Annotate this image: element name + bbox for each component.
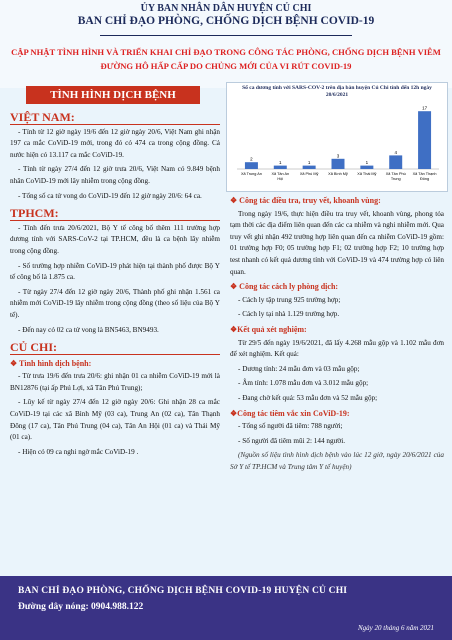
left-column (10, 106, 220, 461)
bar (303, 166, 316, 169)
hcm-para-1: - Tính đến trưa 20/6/2021, Bộ Y tế công bố thêm 111 trường hợp dương tính với SARS-CoV-2 tại TP.HCM, đều là ca bệnh lây nhiễm trong cộng đồng. (10, 223, 220, 255)
hcm-title: TPHCM: (10, 208, 220, 221)
source-note: (Nguồn số liệu tình hình dịch bệnh vào lúc 12 giờ, ngày 20/6/2021 của Sở Y tế TP.HCM và Trung tâm Y tế huyện) (230, 451, 444, 471)
hotline: Đường dây nóng: 0904.988.122 (18, 602, 144, 612)
bar-value-label: 3 (336, 153, 340, 159)
cc-para-1: - Từ trưa 19/6 đến trưa 20/6: ghi nhận 01 ca nhiễm CoViD-19 mới là BN12876 (tại ấp Phú Lợi, xã Tân Phú Trung); (10, 372, 220, 392)
test-para: Từ 29/5 đến ngày 19/6/2021, đã lấy 4.268 mẫu gộp và 1.102 mẫu đơn để xét nghiệm. Kết quả: (230, 338, 444, 359)
cc-para-2: - Lũy kế từ ngày 27/4 đến 12 giờ ngày 20/6: Ghi nhận 28 ca mắc CoViD-19 tại các xã Bình Mỹ (03 ca), Trung An (02 ca), Tân Thạnh Đông (17 ca), Tân Phú Trung (04 ca), Tân An Hội (01 ca) và Thái Mỹ (01 ca). (10, 398, 220, 442)
vaccine-total: - Tổng số người đã tiêm: 788 người; (238, 422, 343, 431)
test-heading: ❖Kết quả xét nghiệm: (230, 324, 307, 334)
bar-value-label: 1 (307, 160, 311, 166)
category-label: Hội (277, 177, 284, 181)
bar-value-label: 1 (365, 160, 369, 166)
headline: CẬP NHẬT TÌNH HÌNH VÀ TRIỂN KHAI CHỈ ĐẠO TRONG CÔNG TÁC PHÒNG, CHỐNG DỊCH BỆNH VIÊM ĐƯỜNG HÔ HẤP CẤP DO CHỦNG MỚI CỦA VI RÚT COVID-19 (11, 47, 441, 71)
chart-svg (227, 97, 445, 189)
cuchi-subtitle: ❖ Tình hình dịch bệnh: (10, 358, 92, 368)
test-negative: - Âm tính: 1.078 mẫu đơn và 3.012 mẫu gộp; (238, 379, 369, 388)
hcm-para-2: - Số trường hợp nhiễm CoViD-19 phát hiện tại thành phố được Bộ Y tế công bố là 1.875 ca. (10, 261, 220, 282)
footer-date: Ngày 20 tháng 6 năm 2021 (357, 624, 434, 632)
header-divider (100, 35, 352, 36)
cuchi-title: CỦ CHI: (10, 342, 220, 355)
agency-name: ỦY BAN NHÂN DÂN HUYỆN CỦ CHI (140, 3, 312, 14)
footer-org: BAN CHỈ ĐẠO PHÒNG, CHỐNG DỊCH BỆNH COVID-19 HUYỆN CỦ CHI (18, 586, 348, 596)
category-label: Trung (390, 177, 401, 181)
bar (418, 111, 431, 169)
bar (389, 155, 402, 169)
vaccine-dose2: - Số người đã tiêm mũi 2: 144 người. (238, 436, 346, 445)
section-banner: TÌNH HÌNH DỊCH BỆNH (26, 86, 200, 104)
hcm-para-4: - Đến nay có 02 ca tử vong là BN5463, BN9493. (18, 325, 159, 334)
category-label: Xã Trung An (240, 172, 262, 176)
trace-heading: ❖ Công tác điều tra, truy vết, khoanh vùng: (230, 196, 381, 205)
category-label: Xã Tân Thạnh (412, 172, 437, 176)
trace-para: Trong ngày 19/6, thực hiện điều tra truy vết, khoanh vùng, phong tỏa tạm thời các địa điểm liên quan đến các ca nhiễm và nghi nhiễm mới. Qua truy vết ghi nhận 492 trường hợp liên quan đến ca nhiễm CoViD-19 gồm: 01 trường hợp F0; 05 trường hợp F1; 02 trường hợp F2; 10 trường hợp test nhanh có kết quả dương tính với CoViD-19 và 474 trường hợp có liên quan. (230, 209, 444, 276)
category-label: Xã Tân An (271, 172, 290, 176)
right-column (230, 192, 444, 476)
test-positive: - Dương tính: 24 mẫu đơn và 03 mẫu gộp; (238, 364, 360, 373)
quarantine-heading: ❖ Công tác cách ly phòng dịch: (230, 282, 339, 292)
category-label: Xã Tân Phú (385, 172, 406, 176)
chart-title: Số ca dương tính với SARS-COV-2 trên địa bàn huyện Củ Chi tính đến 12h ngày 20/6/2021 (242, 85, 432, 98)
bar (332, 159, 345, 169)
test-pending: - Đang chờ kết quả: 53 mẫu đơn và 52 mẫu gộp; (238, 393, 378, 402)
cases-chart (226, 82, 448, 192)
footer (0, 576, 452, 640)
category-label: Đông (420, 177, 430, 181)
quarantine-central: - Cách ly tập trung 925 trường hợp; (238, 295, 341, 304)
committee-name: BAN CHỈ ĐẠO PHÒNG, CHỐNG DỊCH BỆNH COVID-19 (77, 15, 375, 27)
bar-value-label: 2 (250, 156, 253, 162)
bar-value-label: 4 (394, 149, 397, 155)
vietnam-title: VIỆT NAM: (10, 112, 220, 125)
vn-para-1: - Tính từ 12 giờ ngày 19/6 đến 12 giờ ngày 20/6, Việt Nam ghi nhận 197 ca mắc CoViD-19 mới, trong đó có 474 ca trong cộng đồng. Cả nước hiện có 13.117 ca mắc CoViD-19. (10, 127, 220, 159)
category-label: Xã Phú Mỹ (299, 172, 319, 176)
header (0, 0, 452, 88)
vn-para-2: - Tính từ ngày 27/4 đến 12 giờ trưa 20/6, Việt Nam có 9.849 bệnh nhân CoViD-19 mới lây nhiễm trong cộng đồng. (10, 165, 220, 185)
quarantine-home: - Cách ly tại nhà 1.129 trường hợp. (238, 310, 340, 319)
vaccine-heading: ❖Công tác tiêm vắc xin CoViD-19: (230, 408, 350, 418)
bar (360, 166, 373, 169)
bar-value-label: 17 (422, 105, 428, 111)
cc-para-3: - Hiện có 09 ca nghi ngờ mắc CoViD-19 . (18, 447, 139, 456)
bar-value-label: 1 (279, 160, 282, 166)
bar (245, 162, 258, 169)
category-label: Xã Thái Mỹ (357, 172, 377, 176)
bar (274, 166, 287, 169)
hcm-para-3: - Từ ngày 27/4 đến 12 giờ ngày 20/6, Thành phố ghi nhận 1.561 ca nhiễm mới CoViD-19 lây nhiễm trong cộng đồng (theo số liệu của Bộ Y tế). (10, 287, 220, 319)
category-label: Xã Bình Mỹ (328, 172, 348, 176)
vn-para-3: - Tổng số ca tử vong do CoViD-19 đến 12 giờ ngày 20/6: 64 ca. (18, 191, 202, 200)
